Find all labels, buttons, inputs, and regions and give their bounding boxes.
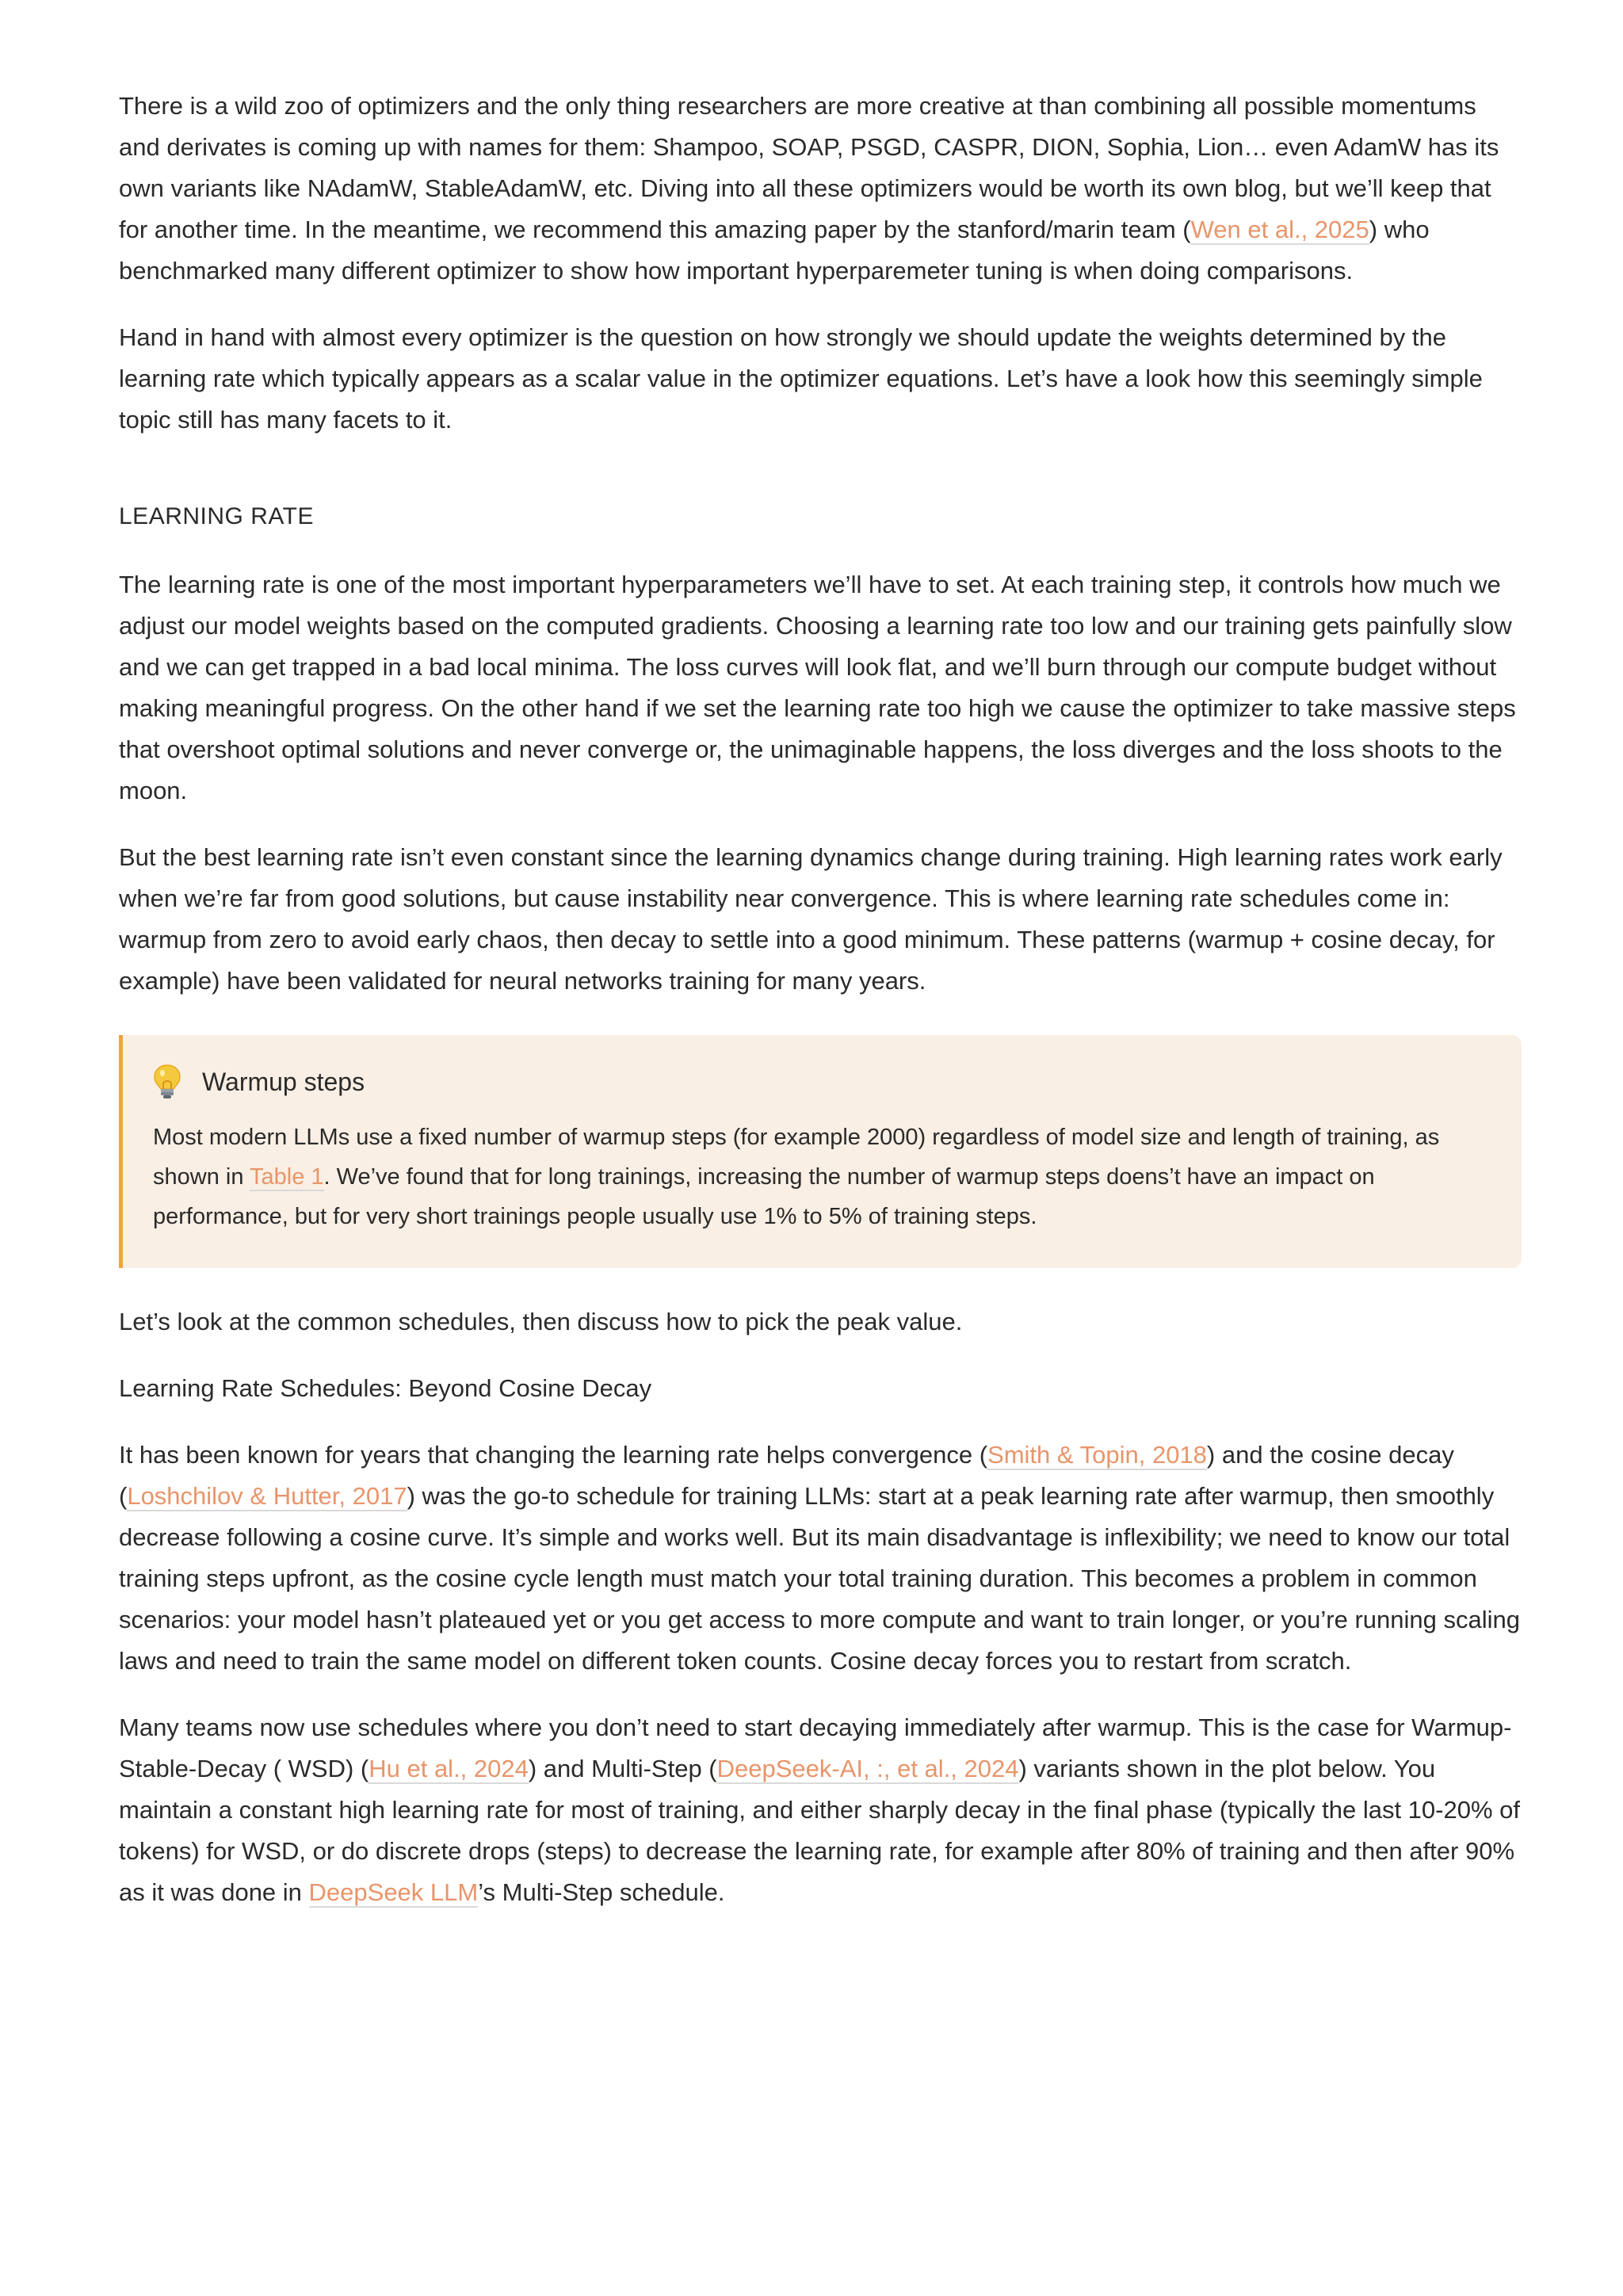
paragraph-optimizers [119, 86, 1522, 292]
paragraph-text: ) and the cosine decay ( [119, 1441, 1454, 1510]
citation-loshchilov-hutter-2017[interactable]: Loshchilov & Hutter, 2017 [127, 1482, 407, 1510]
citation-deepseek-ai-2024[interactable]: DeepSeek-AI, :, et al., 2024 [716, 1755, 1019, 1782]
callout-warmup-steps [119, 1035, 1522, 1268]
callout-title: Warmup steps [202, 1068, 365, 1096]
paragraph-learning-rate-importance: The learning rate is one of the most important hyperparameters we’ll have to set. At each training step, it controls how much we adjust our model weights based on the computed gradients. Choosing a learning rate too low and our training gets painfully slow and we can get trapped in a bad local minima. The loss curves will look flat, and we’ll burn through our compute budget without making meaningful progress. On the other hand if we set the learning rate too high we cause the optimizer to take massive steps that overshoot optimal solutions and never converge or, the unimaginable happens, the loss diverges and the loss shoots to the moon. [119, 571, 1516, 804]
citation-wen-2025[interactable]: Wen et al., 2025 [1190, 216, 1369, 243]
paragraph-wsd-multistep [119, 1707, 1522, 1913]
paragraph-text: There is a wild zoo of optimizers and the only thing researchers are more creative at than combining all possible momentums and derivates is coming up with names for them: Shampoo, SOAP, PSGD, CASPR, DION, Sophia, Lion… even AdamW has its own variants like NAdamW, StableAdamW, etc. Diving into all these optimizers would be worth its own blog, but we’ll keep that for another time. In the meantime, we recommend this amazing paper by the stanford/marin team ( [119, 92, 1499, 243]
citation-smith-topin-2018[interactable]: Smith & Topin, 2018 [987, 1441, 1207, 1469]
callout-header [153, 1064, 1488, 1100]
paragraph-text: ) who benchmarked many different optimizer to show how important hyperparemeter tuning is when doing comparisons. [119, 216, 1430, 285]
callout-text-part: . We’ve found that for long trainings, increasing the number of warmup steps doens’t have an impact on performance, but for very short trainings people usually use 1% to 5% of training steps. [153, 1164, 1375, 1229]
paragraph-text: ’s Multi-Step schedule. [478, 1878, 725, 1906]
article-body [119, 86, 1522, 1939]
section-heading-learning-rate: LEARNING RATE [119, 503, 314, 529]
deepseek-llm-link[interactable]: DeepSeek LLM [308, 1878, 479, 1906]
citation-hu-2024[interactable]: Hu et al., 2024 [369, 1755, 529, 1782]
callout-text [153, 1117, 1488, 1236]
paragraph-learning-rate-schedules: But the best learning rate isn’t even constant since the learning dynamics change during training. High learning rates work early when we’re far from good solutions, but cause instability near convergence. This is where learning rate schedules come in: warmup from zero to avoid early chaos, then decay to settle into a good minimum. These patterns (warmup + cosine decay, for example) have been validated for neural networks training for many years. [119, 843, 1503, 995]
paragraph-common-schedules: Let’s look at the common schedules, then discuss how to pick the peak value. [119, 1308, 963, 1335]
paragraph-text: It has been known for years that changing the learning rate helps convergence ( [119, 1441, 988, 1469]
subheading-lr-schedules: Learning Rate Schedules: Beyond Cosine Decay [119, 1374, 652, 1402]
paragraph-text: Many teams now use schedules where you don’t need to start decaying immediately after warmup. This is the case for Warmup-Stable-Decay ( WSD) ( [119, 1713, 1512, 1782]
lightbulb-icon [153, 1064, 181, 1100]
paragraph-cosine-decay [119, 1435, 1522, 1682]
paragraph-text: ) variants shown in the plot below. You maintain a constant high learning rate for most of training, and either sharply decay in the final phase (typically the last 10-20% of tokens) for WSD, or do discrete drops (steps) to decrease the learning rate, for example after 80% of training and then after 90% as it was done in [119, 1755, 1520, 1906]
paragraph-text: ) and Multi-Step ( [528, 1755, 717, 1782]
paragraph-learning-rate-intro: Hand in hand with almost every optimizer is the question on how strongly we should update the weights determined by the learning rate which typically appears as a scalar value in the optimizer equations. Let’s have a look how this seemingly simple topic still has many facets to it. [119, 323, 1483, 434]
table-1-link[interactable]: Table 1 [250, 1164, 324, 1190]
paragraph-text: ) was the go-to schedule for training LLMs: start at a peak learning rate after warmup, then smoothly decrease following a cosine curve. It’s simple and works well. But its main disadvantage is inflexibility; we need to know our total training steps upfront, as the cosine cycle length must match your total training duration. This becomes a problem in common scenarios: your model hasn’t plateaued yet or you get access to more compute and want to train longer, or you’re running scaling laws and need to train the same model on different token counts. Cosine decay forces you to restart from scratch. [119, 1482, 1520, 1675]
callout-text-part: Most modern LLMs use a fixed number of warmup steps (for example 2000) regardless of model size and length of training, as shown in [153, 1125, 1440, 1190]
